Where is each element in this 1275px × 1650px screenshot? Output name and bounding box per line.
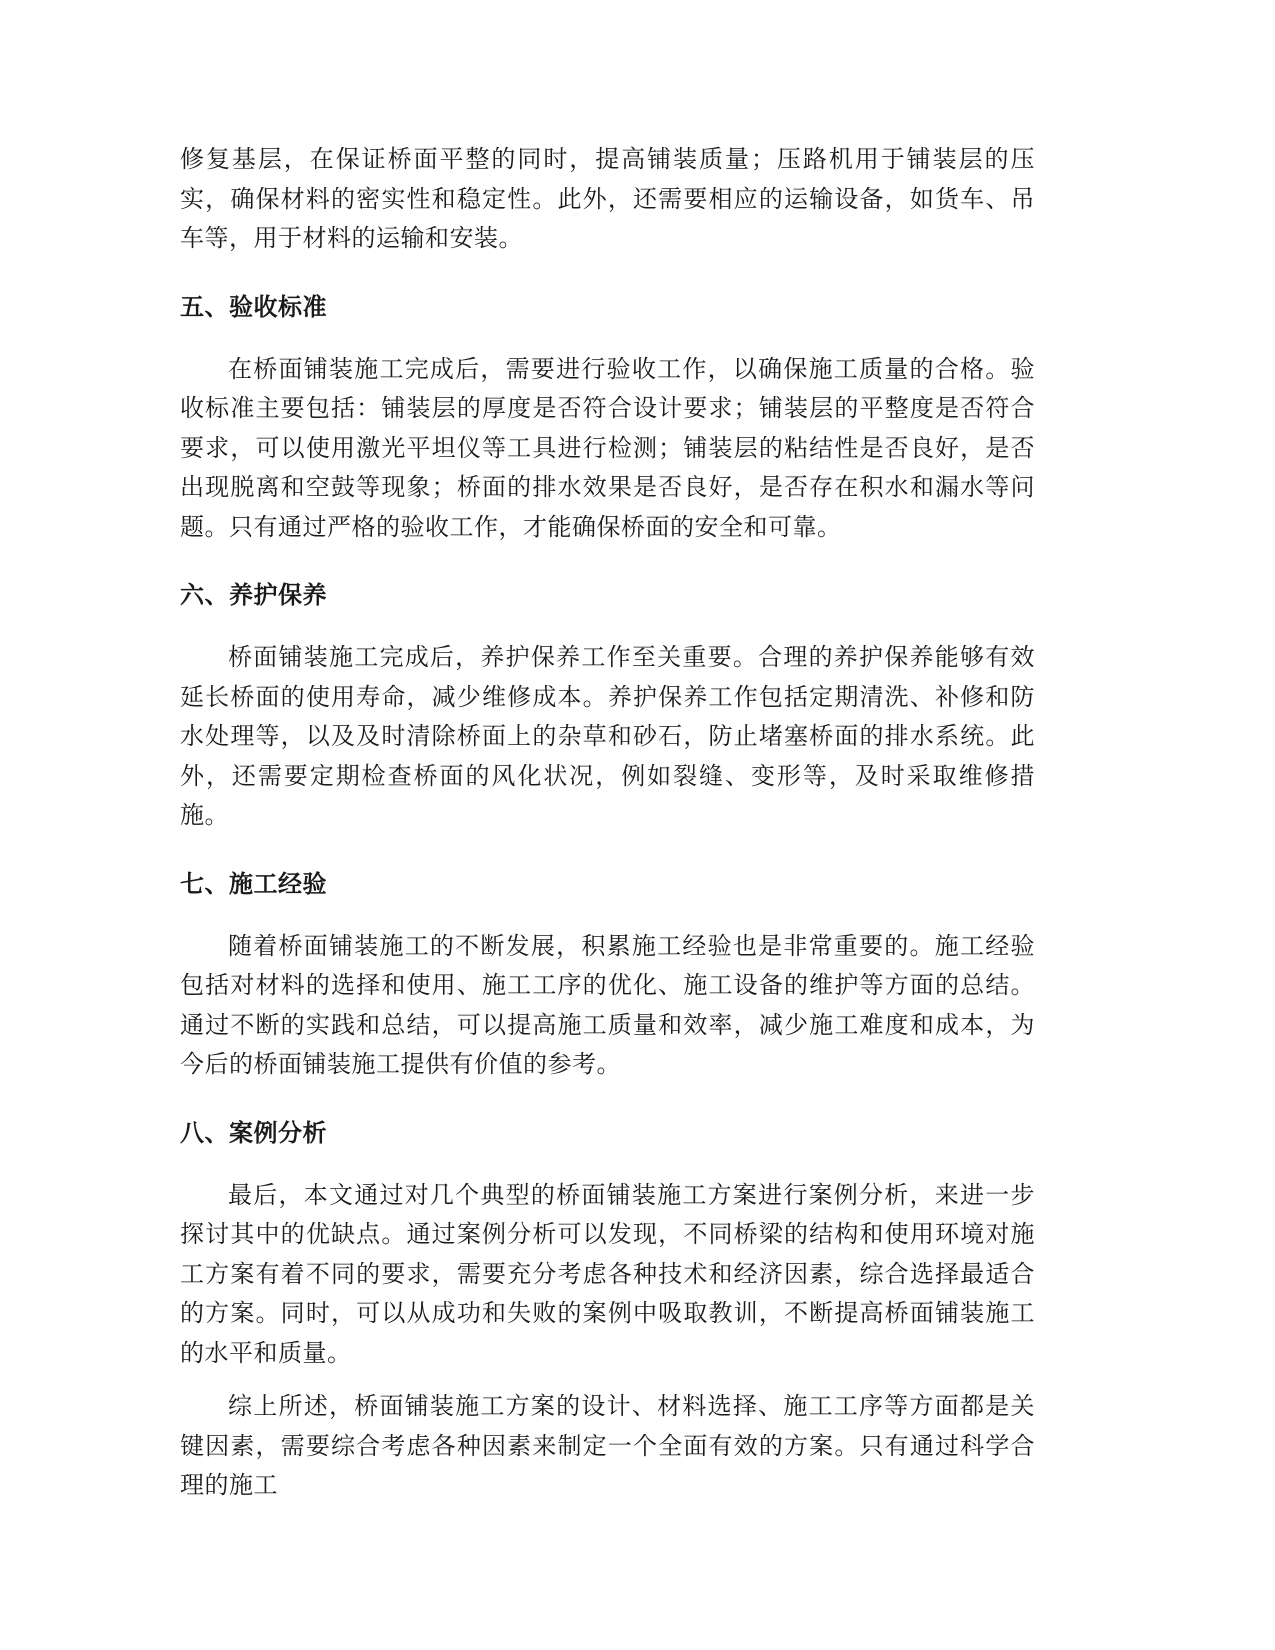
section-heading-acceptance: 五、验收标准 (180, 292, 327, 321)
section-paragraph-maintenance: 桥面铺装施工完成后，养护保养工作至关重要。合理的养护保养能够有效延长桥面的使用寿命，减少维修成本。养护保养工作包括定期清洗、补修和防水处理等，以及及时清除桥面上的杂草和砂石，防止堵塞桥面的排水系统。此外，还需要定期检查桥面的风化状况，例如裂缝、变形等，及时采取维修措施。 (180, 643, 1035, 829)
closing-paragraph: 综上所述，桥面铺装施工方案的设计、材料选择、施工工序等方面都是关键因素，需要综合考虑各种因素来制定一个全面有效的方案。只有通过科学合理的施工 (180, 1392, 1035, 1499)
section-heading-maintenance: 六、养护保养 (180, 581, 327, 609)
section-heading-experience: 七、施工经验 (180, 869, 327, 898)
section-paragraph-case-analysis: 最后，本文通过对几个典型的桥面铺装施工方案进行案例分析，来进一步探讨其中的优缺点。通过案例分析可以发现，不同桥梁的结构和使用环境对施工方案有着不同的要求，需要充分考虑各种技术和经济因素，综合选择最适合的方案。同时，可以从成功和失败的案例中吸取教训，不断提高桥面铺装施工的水平和质量。 (180, 1180, 1035, 1367)
section-paragraph-experience: 随着桥面铺装施工的不断发展，积累施工经验也是非常重要的。施工经验包括对材料的选择和使用、施工工序的优化、施工设备的维护等方面的总结。通过不断的实践和总结，可以提高施工质量和效率，减少施工难度和成本，为今后的桥面铺装施工提供有价值的参考。 (180, 931, 1035, 1078)
document-page (180, 140, 1035, 1506)
section-paragraph-acceptance: 在桥面铺装施工完成后，需要进行验收工作，以确保施工质量的合格。验收标准主要包括：铺装层的厚度是否符合设计要求；铺装层的平整度是否符合要求，可以使用激光平坦仪等工具进行检测；铺装层的粘结性是否良好，是否出现脱离和空鼓等现象；桥面的排水效果是否良好，是否存在积水和漏水等问题。只有通过严格的验收工作，才能确保桥面的安全和可靠。 (180, 354, 1035, 541)
section-heading-case-analysis: 八、案例分析 (180, 1118, 327, 1147)
intro-paragraph: 修复基层，在保证桥面平整的同时，提高铺装质量；压路机用于铺装层的压实，确保材料的密实性和稳定性。此外，还需要相应的运输设备，如货车、吊车等，用于材料的运输和安装。 (180, 145, 1035, 252)
